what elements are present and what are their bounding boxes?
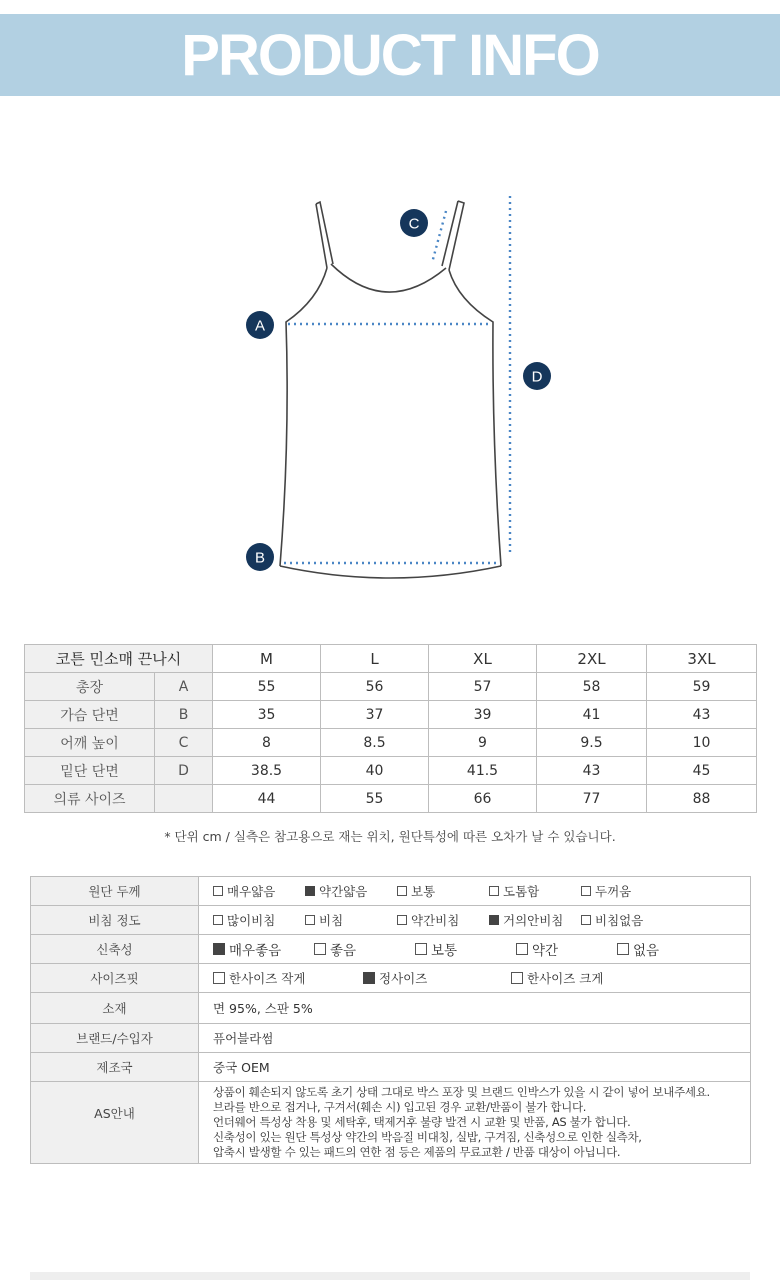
spec-label: 비침 정도	[31, 906, 199, 935]
marker-d-label: D	[531, 368, 543, 386]
option-stretch-0: 매우좋음	[213, 939, 314, 959]
option-stretch-2: 보통	[415, 939, 516, 959]
row-label: 밑단 단면	[25, 757, 155, 785]
marker-d	[523, 362, 551, 390]
table-cell: 55	[321, 785, 429, 813]
table-row	[25, 785, 757, 813]
as-info-line: 신축성이 있는 원단 특성상 약간의 박음질 비대칭, 실밥, 구겨짐, 신축성으로 인한 실측차,	[213, 1130, 642, 1144]
table-cell: 88	[647, 785, 757, 813]
spec-row-as	[31, 1082, 751, 1164]
spec-label: 원단 두께	[31, 877, 199, 906]
spec-row-origin	[31, 1053, 751, 1082]
table-cell: 10	[647, 729, 757, 757]
checkbox	[415, 943, 427, 955]
spec-table	[30, 876, 751, 1164]
checkbox	[397, 915, 407, 925]
camisole-outline	[280, 201, 501, 578]
option-stretch-3: 약간	[516, 939, 617, 959]
checkbox	[213, 943, 225, 955]
option-thickness-3: 도톰함	[489, 882, 581, 900]
table-cell: 55	[213, 673, 321, 701]
table-cell: 41.5	[429, 757, 537, 785]
option-sheerness-0: 많이비침	[213, 911, 305, 929]
as-info-line: 상품이 훼손되지 않도록 초기 상태 그대로 박스 포장 및 브랜드 인박스가 있을 시 같이 넣어 보내주세요.	[213, 1085, 710, 1099]
spec-value: 퓨어블라썸	[199, 1024, 751, 1053]
table-cell: 77	[537, 785, 647, 813]
as-info-line: 압축시 발생할 수 있는 패드의 연한 점 등은 제품의 무료교환 / 반품 대상이 아닙니다.	[213, 1145, 621, 1159]
row-label: 가슴 단면	[25, 701, 155, 729]
checkbox	[489, 915, 499, 925]
spec-row-brand	[31, 1024, 751, 1053]
option-sheerness-2: 약간비침	[397, 911, 489, 929]
spec-row-sheerness	[31, 906, 751, 935]
row-letter: B	[155, 701, 213, 729]
checkbox	[363, 972, 375, 984]
table-cell: 9	[429, 729, 537, 757]
table-row	[25, 673, 757, 701]
page-title: PRODUCT INFO	[181, 22, 599, 88]
spec-label: 소재	[31, 993, 199, 1024]
option-thickness-4: 두꺼움	[581, 882, 631, 900]
checkbox	[213, 886, 223, 896]
option-fit-2: 한사이즈 크게	[511, 969, 603, 987]
option-thickness-1: 약간얇음	[305, 882, 397, 900]
checkbox	[213, 915, 223, 925]
row-letter: D	[155, 757, 213, 785]
checkbox	[305, 886, 315, 896]
marker-a	[246, 311, 274, 339]
marker-b-label: B	[254, 549, 266, 567]
table-cell: 8.5	[321, 729, 429, 757]
row-label: 총장	[25, 673, 155, 701]
measure-lines	[284, 196, 510, 563]
table-row	[25, 701, 757, 729]
option-thickness-0: 매우얇음	[213, 882, 305, 900]
as-info-text	[213, 1082, 750, 1163]
row-label: 어깨 높이	[25, 729, 155, 757]
table-cell: 56	[321, 673, 429, 701]
table-cell: 39	[429, 701, 537, 729]
spec-row-stretch	[31, 935, 751, 964]
table-cell: 41	[537, 701, 647, 729]
row-label: 의류 사이즈	[25, 785, 155, 813]
table-cell: 45	[647, 757, 757, 785]
checkbox	[516, 943, 528, 955]
spec-value: 중국 OEM	[199, 1053, 751, 1082]
table-row	[25, 729, 757, 757]
table-cell: 40	[321, 757, 429, 785]
row-letter: C	[155, 729, 213, 757]
table-cell: 35	[213, 701, 321, 729]
checkbox	[581, 915, 591, 925]
table-cell: 9.5	[537, 729, 647, 757]
marker-b	[246, 543, 274, 571]
table-cell: 66	[429, 785, 537, 813]
option-sheerness-1: 비침	[305, 911, 397, 929]
marker-c	[400, 209, 428, 237]
checkbox	[213, 972, 225, 984]
row-letter: A	[155, 673, 213, 701]
header-banner	[0, 14, 780, 96]
spec-label: 사이즈핏	[31, 964, 199, 993]
bottom-divider	[30, 1272, 750, 1280]
option-fit-0: 한사이즈 작게	[213, 969, 363, 987]
size-header: XL	[429, 645, 537, 673]
table-cell: 37	[321, 701, 429, 729]
checkbox	[314, 943, 326, 955]
checkbox	[511, 972, 523, 984]
marker-c-label: C	[408, 215, 420, 233]
size-table-header	[25, 645, 757, 673]
as-info-line: 언더웨어 특성상 착용 및 세탁후, 택제거후 불량 발견 시 교환 및 반품, AS 불가 합니다.	[213, 1115, 631, 1129]
marker-a-label: A	[254, 317, 266, 335]
table-cell: 44	[213, 785, 321, 813]
option-stretch-1: 좋음	[314, 939, 415, 959]
option-sheerness-3: 거의안비침	[489, 911, 581, 929]
option-stretch-4: 없음	[617, 939, 659, 959]
table-cell: 43	[537, 757, 647, 785]
spec-value: 면 95%, 스판 5%	[199, 993, 751, 1024]
checkbox	[489, 886, 499, 896]
size-header: M	[213, 645, 321, 673]
product-name: 코튼 민소매 끈나시	[25, 645, 213, 673]
option-fit-1: 정사이즈	[363, 969, 511, 987]
spec-row-material	[31, 993, 751, 1024]
checkbox	[397, 886, 407, 896]
size-header: 2XL	[537, 645, 647, 673]
spec-row-fit	[31, 964, 751, 993]
spec-label: 브랜드/수입자	[31, 1024, 199, 1053]
garment-diagram	[0, 180, 780, 590]
table-cell: 38.5	[213, 757, 321, 785]
table-cell: 59	[647, 673, 757, 701]
size-table	[24, 644, 757, 813]
table-cell: 43	[647, 701, 757, 729]
size-header: L	[321, 645, 429, 673]
row-letter	[155, 785, 213, 813]
checkbox	[581, 886, 591, 896]
table-cell: 57	[429, 673, 537, 701]
size-header: 3XL	[647, 645, 757, 673]
table-cell: 8	[213, 729, 321, 757]
spec-row-thickness	[31, 877, 751, 906]
checkbox	[305, 915, 315, 925]
spec-label: 신축성	[31, 935, 199, 964]
checkbox	[617, 943, 629, 955]
measurement-note: * 단위 cm / 실측은 참고용으로 재는 위치, 원단특성에 따른 오차가 날 수 있습니다.	[164, 829, 616, 844]
table-cell: 58	[537, 673, 647, 701]
spec-label: 제조국	[31, 1053, 199, 1082]
option-sheerness-4: 비침없음	[581, 911, 643, 929]
option-thickness-2: 보통	[397, 882, 489, 900]
spec-label: AS안내	[31, 1082, 199, 1164]
table-row	[25, 757, 757, 785]
as-info-line: 브라를 반으로 접거나, 구겨서(훼손 시) 입고된 경우 교환/반품이 불가 합니다.	[213, 1100, 587, 1114]
